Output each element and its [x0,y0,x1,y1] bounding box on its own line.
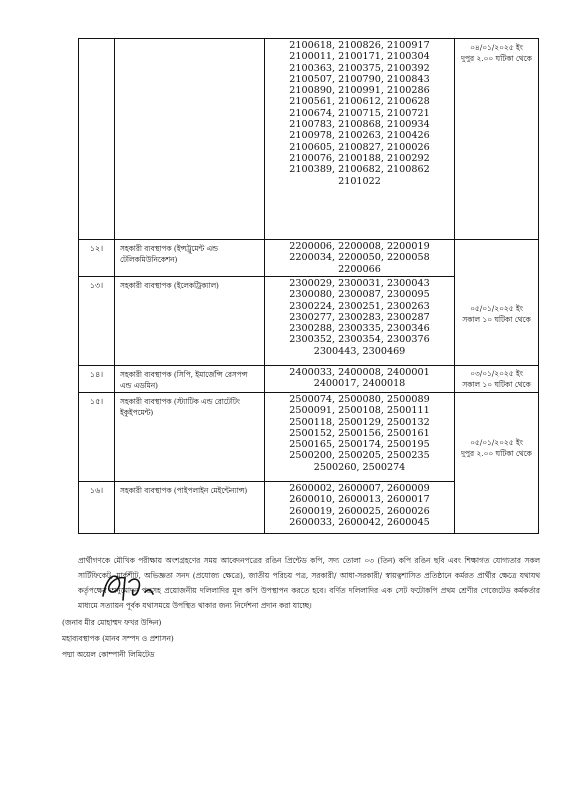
schedule-cell [455,366,539,393]
company-name: পদ্মা অয়েল কোম্পানী লিমিটেড [62,650,155,659]
roll-line: 2100978, 2100263, 2100426 [289,130,430,142]
serial-cell: ১২। [79,240,115,277]
interview-time: সকাল ১০ ঘটিকা থেকে [462,380,531,389]
roll-line: 2500091, 2500108, 2500111 [289,405,430,417]
interview-date: ০৫/০১/২০২৫ ইং [470,303,523,313]
roll-line: 2400017, 2400018 [313,378,406,390]
serial-cell [79,39,115,240]
roll-line: 2100076, 2100188, 2100292 [289,152,430,164]
signature-block [62,615,174,663]
roll-line: 2100890, 2100991, 2100286 [289,85,430,97]
roll-line: 2300080, 2300087, 2300095 [289,289,430,301]
table-row [79,366,539,393]
interview-time: দুপুর ২.০০ ঘটিকা থেকে [461,449,532,458]
candidate-table [78,38,539,534]
roll-line: 2300443, 2300469 [313,345,406,357]
roll-line: 2200006, 2200008, 2200019 [289,241,430,252]
roll-line: 2200034, 2200050, 2200058 [289,252,430,264]
roll-numbers-cell [265,277,455,366]
roll-line: 2100561, 2100612, 2100628 [289,96,430,108]
post-cell: সহকারী ব্যবস্থাপক (স্ট্যাটিক এন্ড রোটেটিং ইকুইপমেন্ট) [115,393,265,482]
roll-line: 2100363, 2100375, 2100392 [289,62,430,74]
roll-line: 2500200, 2500205, 2500235 [289,450,430,462]
roll-numbers-cell [265,393,455,482]
serial-cell: ১৫। [79,393,115,482]
interview-time: সকাল ১০ ঘটিকা থেকে [462,314,531,324]
roll-line: 2500260, 2500274 [313,461,406,473]
roll-line: 2600033, 2600042, 2600045 [289,516,430,528]
roll-line: 2100605, 2100827, 2100026 [289,141,430,153]
instructions-paragraph: প্রার্থীগণকে মৌখিক পরীক্ষায় অংশগ্রহণের সময় আবেদনপত্রের রঙিন প্রিন্টেড কপি, সদ্য তোলা ০৩ (তিন) কপি রঙিন ছবি এবং শিক্ষাগত যোগ্যতার সকল সার্টিফিকেট, মার্কশীট, অভিজ্ঞতা সনদ (প্রযোজ্য ক্ষেত্রে), জাতীয় পরিচয় পত্র, সরকারী/ আধা-সরকারী/ স্বায়ত্বশাসিত প্রতিষ্ঠানে কর্মরত প্রার্থীর ক্ষেত্রে যথাযথ কর্তৃপক্ষের অনুমোদন পত্রসহ প্রয়োজনীয় দলিলাদির মূল কপি উপস্থাপন করতে হবে। বর্ণিত দলিলাদির এক সেট ফটোকপি প্রথম শ্রেণীর গেজেটেড কর্মকর্তার মাধ্যমে সত্যায়ন পূর্বক যথাসময়ে উপস্থিত থাকার জন্য নির্দেশনা প্রদান করা যাচ্ছে। [78,556,540,611]
interview-time: দুপুর ২.০০ ঘটিকা থেকে [461,54,532,63]
roll-line: 2500074, 2500080, 2500089 [289,394,430,405]
roll-numbers-cell [265,39,455,240]
serial-cell: ১৪। [79,366,115,393]
serial-cell: ১৩। [79,277,115,366]
roll-line: 2100011, 2100171, 2100304 [289,51,430,63]
roll-line: 2300352, 2300354, 2300376 [289,334,430,346]
roll-line: 2100783, 2100868, 2100934 [289,119,430,131]
roll-line: 2300029, 2300031, 2300043 [289,278,430,289]
roll-numbers-cell [265,240,455,277]
roll-line: 2100618, 2100826, 2100917 [289,40,430,51]
roll-line: 2101022 [338,175,381,187]
roll-line: 2100507, 2100790, 2100843 [289,73,430,85]
interview-date: ০৪/০১/২০২৫ ইং [470,43,523,52]
roll-line: 2100389, 2100682, 2100862 [289,164,430,176]
roll-line: 2600002, 2600007, 2600009 [289,483,430,494]
schedule-cell [455,39,539,240]
serial-cell: ১৬। [79,482,115,534]
roll-line: 2300277, 2300283, 2300287 [289,311,430,323]
post-cell [115,39,265,240]
roll-line: 2100674, 2100715, 2100721 [289,107,430,119]
roll-line: 2300224, 2300251, 2300263 [289,300,430,312]
roll-numbers-cell [265,482,455,534]
roll-line: 2200066 [338,263,381,275]
roll-line: 2600010, 2600013, 2600017 [289,494,430,506]
schedule-cell [455,240,539,366]
interview-date: ০৩/০১/২০২৫ ইং [470,369,523,378]
roll-line: 2500152, 2500156, 2500161 [289,427,430,439]
post-cell: সহকারী ব্যবস্থাপক (পাইপলাইন মেইন্টেন্যান্স) [115,482,265,534]
roll-numbers-cell [265,366,455,393]
roll-line: 2400033, 2400008, 2400001 [289,367,430,378]
signatory-name: (জনাব মীর মোহাম্মদ ফখর উদ্দিন) [62,618,162,627]
interview-date: ০৫/০১/২০২৫ ইং [470,438,523,447]
signature-mark [95,566,165,606]
table-row [79,39,539,240]
signatory-designation: মহাব্যবস্থাপক (মানব সম্পদ ও প্রশাসন) [62,634,174,643]
roll-line: 2600019, 2600025, 2600026 [289,505,430,517]
post-cell: সহকারী ব্যবস্থাপক (ইন্সট্রুমেন্ট এন্ড টেলিকমিউনিকেশন) [115,240,265,277]
roll-line: 2500165, 2500174, 2500195 [289,439,430,451]
roll-line: 2300288, 2300335, 2300346 [289,323,430,335]
table-row [79,393,539,482]
roll-line: 2500118, 2500129, 2500132 [289,416,430,428]
post-cell: সহকারী ব্যবস্থাপক (ইলেকট্রিক্যাল) [115,277,265,366]
table-row [79,240,539,277]
post-cell: সহকারী ব্যবস্থাপক (সিপি, ইমার্জেন্সি রেসপন্স এন্ড এডমিন) [115,366,265,393]
schedule-cell [455,393,539,534]
